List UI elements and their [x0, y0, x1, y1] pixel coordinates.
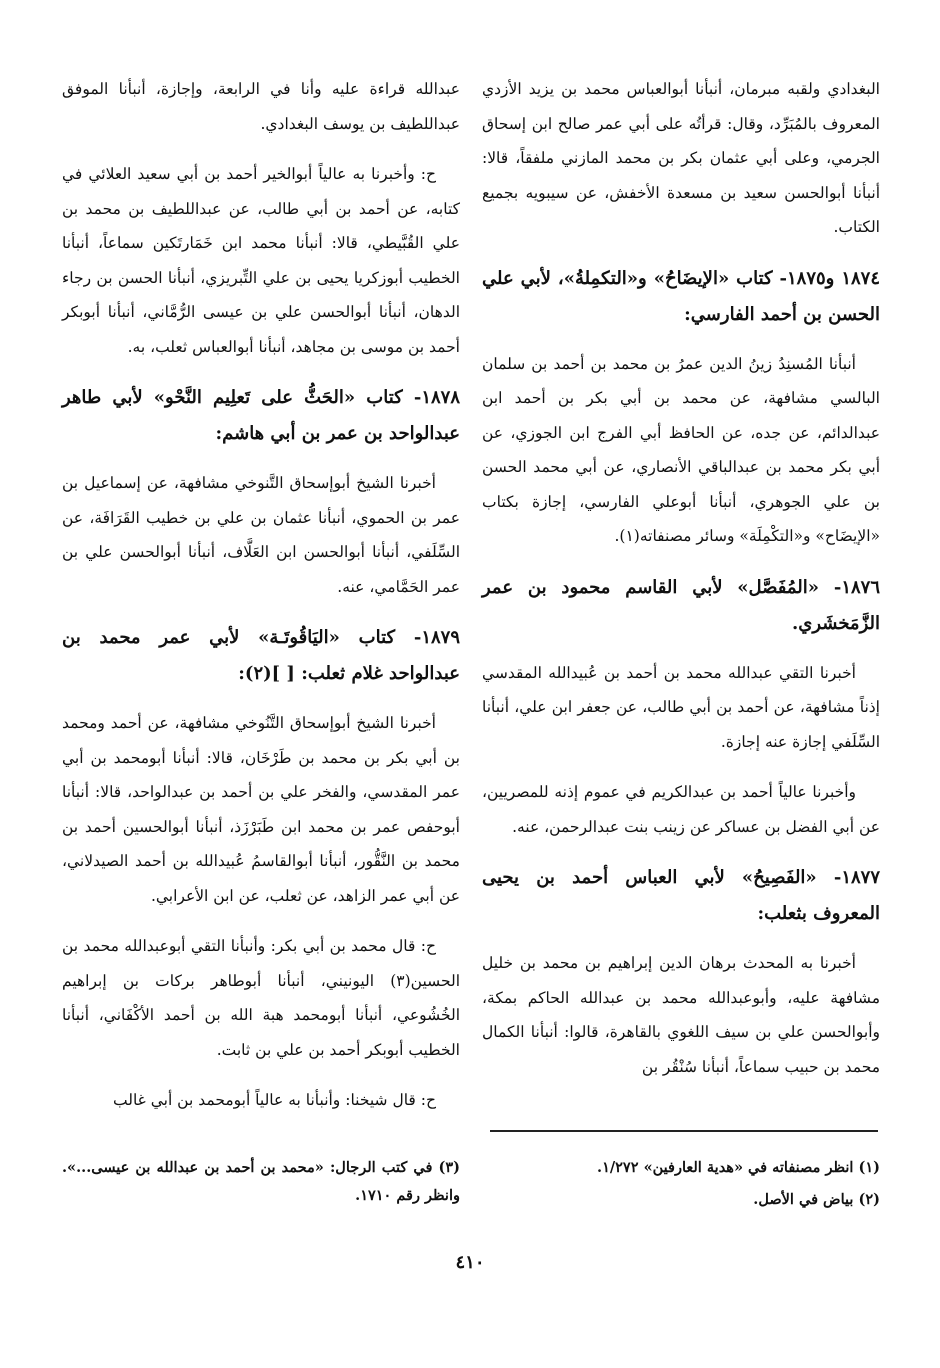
paragraph: البغدادي ولقبه مبرمان، أنبأنا أبوالعباس محمد بن يزيد الأزدي المعروف بالمُبَرِّد، وقال: قرأتُه على أبي عمر صالح ابن إسحاق الجرمي، وعلى أبي عثمان بكر بن محمد المازني ملفقاً، قالا: أنبأنا أبوالحسن سعيد بن مسعدة الأخفش، عن سيبويه بجميع الكتاب.: [482, 80, 880, 236]
left-column: [62, 72, 460, 1134]
entry-heading-1879: ١٨٧٩- كتاب «اليَاقُوتَـة» لأبي عمر محمد بن عبدالواحد غلام ثعلب: [ ](٢):: [62, 627, 460, 684]
right-column: [482, 72, 880, 1100]
paragraph: وأخبرنا عالياً أحمد بن عبدالكريم في عموم إذنه للمصريين، عن أبي الفضل بن عساكر عن زينب بنت عبدالرحمن، عنه.: [482, 783, 880, 836]
paragraph: أنبأنا المُسنِدُ زينُ الدين عمرُ بن محمد بن أحمد بن سلمان البالسي مشافهة، عن محمد بن أبي بكر بن أحمد ابن عبدالدائم، عن جده، عن الحافظ أبي الفرج ابن الجوزي، عن أبي بكر محمد بن عبدالباقي الأنصاري، عن أبي محمد الحسن بن علي الجوهري، أنبأنا أبوعلي الفارسي، إجازة بكتاب «الإيضَاح» و«التكْمِلَة» وسائر مصنفاته(١).: [482, 354, 880, 545]
footnotes-left: [62, 1154, 460, 1214]
entry-heading-1874: ١٨٧٤ و١٨٧٥- كتاب «الإيضَاحُ» و«التكمِلةُ»، لأبي علي الحسن بن أحمد الفارسي:: [482, 267, 880, 325]
entry-heading-1878: ١٨٧٨- كتاب «الحَثُّ على تَعلِيم النَّحْو» لأبي طاهر عبدالواحد بن عمر بن أبي هاشم:: [62, 387, 460, 444]
entry-heading-1876: ١٨٧٦- «المُفَصَّل» لأبي القاسم محمود بن عمر الزَّمَخشَري.: [482, 576, 880, 634]
entry-heading-1877: ١٨٧٧- «الفَصِيحُ» لأبي العباس أحمد بن يحيى المعروف بثعلب:: [482, 867, 880, 924]
footnote-divider: [490, 1130, 878, 1132]
paragraph: أخبرنا به المحدث برهان الدين إبراهيم بن محمد بن خليل مشافهة عليه، وأبوعبدالله محمد بن عبدالله الحاكم بمكة، وأبوالحسن علي بن سيف اللغوي بالقاهرة، قالوا: أنبأنا الكمال محمد بن حبيب سماعاً، أنبأنا سُنْقُر بن: [482, 954, 880, 1076]
paragraph: أخبرنا الشيخ أبوإسحاق التَّنوخي مشافهة، عن إسماعيل بن عمر بن الحموي، أنبأنا عثمان بن علي بن خطيب القَرَافَة، عن السِّلَفي، أنبأنا أبوالحسن ابن العَلَّاف، أنبأنا أبوالحسن علي بن عمر الحَمَّامي، عنه.: [62, 474, 460, 596]
paragraph: أخبرنا التقي عبدالله محمد بن أحمد بن عُبيدالله المقدسي إذناً مشافهة، عن أحمد بن أبي طالب، عن جعفر ابن علي، أنبأنا السِّلَفي إجازة عنه إجازة.: [482, 663, 880, 751]
footnotes-right: [482, 1154, 880, 1218]
page-number: ٤١٠: [455, 1252, 485, 1273]
footnote-3: (٣) في كتب الرجال: «محمد بن أحمد بن عبدالله بن عيسى...». وانظر رقم ١٧١٠.: [62, 1159, 460, 1204]
paragraph: عبدالله قراءة عليه وأنا في الرابعة، وإجازة، أنبأنا الموفق عبداللطيف بن يوسف البغدادي.: [62, 80, 460, 133]
paragraph: ح: قال محمد بن أبي بكر: وأنبأنا التقي أبوعبدالله محمد بن الحسين(٣) اليونيني، أنبأنا أبوطاهر بركات بن إبراهيم الخُشُوعي، أنبأنا أبومحمد هبة الله بن أحمد الأكْفَاني، أنبأنا الخطيب أبوبكر أحمد بن علي بن ثابت.: [62, 937, 460, 1059]
paragraph: ح: وأخبرنا به عالياً أبوالخير أحمد بن أبي سعيد العلائي في كتابه، عن أحمد بن أبي طالب، عن عبداللطيف بن محمد بن علي القُبَّيطي، قالا: أنبأنا محمد ابن خَمَارتَكين سماعاً، أنبأنا الخطيب أبوزكريا يحيى بن علي التِّبريزي، أنبأنا الحسن بن رجاء الدهان، أنبأنا أبوالحسن علي بن عيسى الرُّمَّاني، أنبأنا أبوبكر أحمد بن موسى بن مجاهد، أنبأنا أبوالعباس ثعلب، به.: [62, 165, 460, 356]
paragraph: أخبرنا الشيخ أبوإسحاق التَّنُوخي مشافهة، عن أحمد ومحمد بن أبي بكر بن محمد بن طَرْخَان، قالا: أنبأنا أبومحمد بن أبي عمر المقدسي، والفخر علي بن أحمد بن عبدالواحد، قالا: أنبأنا أبوحفص عمر بن محمد ابن طَبَرْزَذ، أنبأنا أبوالحسين أحمد بن محمد بن النَّقُّور، أنبأنا أبوالقاسمُ عُبيدالله بن أحمد الصيدلاني، عن أبي عمر الزاهد، عن ثعلب، عن ابن الأعرابي.: [62, 714, 460, 905]
paragraph: ح: قال شيخنا: وأنبأنا به عالياً أبومحمد بن أبي غالب: [113, 1091, 436, 1109]
footnote-1: (١) انظر مصنفاته في «هدية العارفين» ١/٢٧٢.: [597, 1159, 880, 1176]
footnote-2: (٢) بياض في الأصل.: [753, 1191, 880, 1208]
